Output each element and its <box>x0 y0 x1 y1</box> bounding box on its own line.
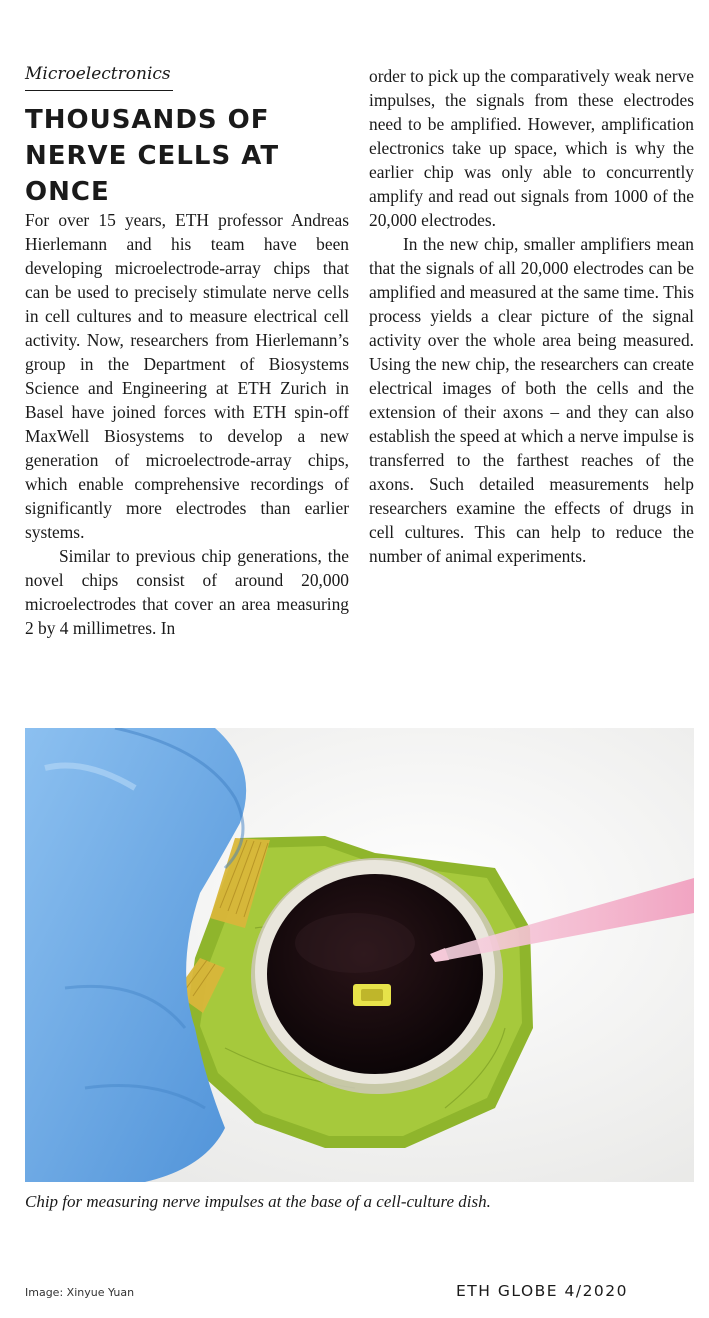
image-credit: Image: Xinyue Yuan <box>25 1286 135 1299</box>
culture-dish <box>251 858 503 1094</box>
right-column <box>369 64 694 568</box>
paragraph-1: For over 15 years, ETH professor Andreas Hierlemann and his team have been developing microelectrode-array chips that can be used to precisely stimulate nerve cells in cell cultures and to measure electrical cell activity. Now, researchers from Hierlemann’s group in the Department of Biosystems Science and Engineering at ETH Zurich in Basel have joined forces with ETH spin-off MaxWell Biosystems to develop a new generation of microelectrode-array chips, which enable comprehensive recordings of significantly more electrodes than earlier systems. <box>25 210 349 542</box>
figure-caption: Chip for measuring nerve impulses at the base of a cell-culture dish. <box>25 1192 491 1211</box>
chip-photo-illustration <box>25 728 694 1182</box>
paragraph-2-continued: order to pick up the comparatively weak nerve impulses, the signals from these electrodes need to be amplified. However, amplification electronics take up space, which is why the earlier chip was only able to concurrently amplify and read out signals from 1000 of the 20,000 electrodes. <box>369 66 694 230</box>
left-column <box>25 208 349 640</box>
chip-photo <box>25 728 694 1182</box>
paragraph-2: Similar to previous chip generations, the novel chips consist of around 20,000 microelectrodes that cover an area measuring 2 by 4 millimetres. In <box>25 546 349 638</box>
article-headline: THOUSANDS OF NERVE CELLS AT ONCE <box>25 105 280 207</box>
publication-folio: ETH GLOBE 4/2020 <box>456 1282 629 1300</box>
paragraph-3: In the new chip, smaller amplifiers mean that the signals of all 20,000 electrodes can be amplified and measured at the same time. This process yields a clear picture of the signal activity over the whole area being measured. Using the new chip, the researchers can create electrical images of both the cells and the extension of their axons – and they can also establish the speed at which a nerve impulse is transferred to the farthest reaches of the axons. Such detailed measurements help researchers examine the effects of drugs in cell cultures. This can help to reduce the number of animal experiments. <box>369 234 694 566</box>
section-kicker: Microelectronics <box>25 62 173 91</box>
